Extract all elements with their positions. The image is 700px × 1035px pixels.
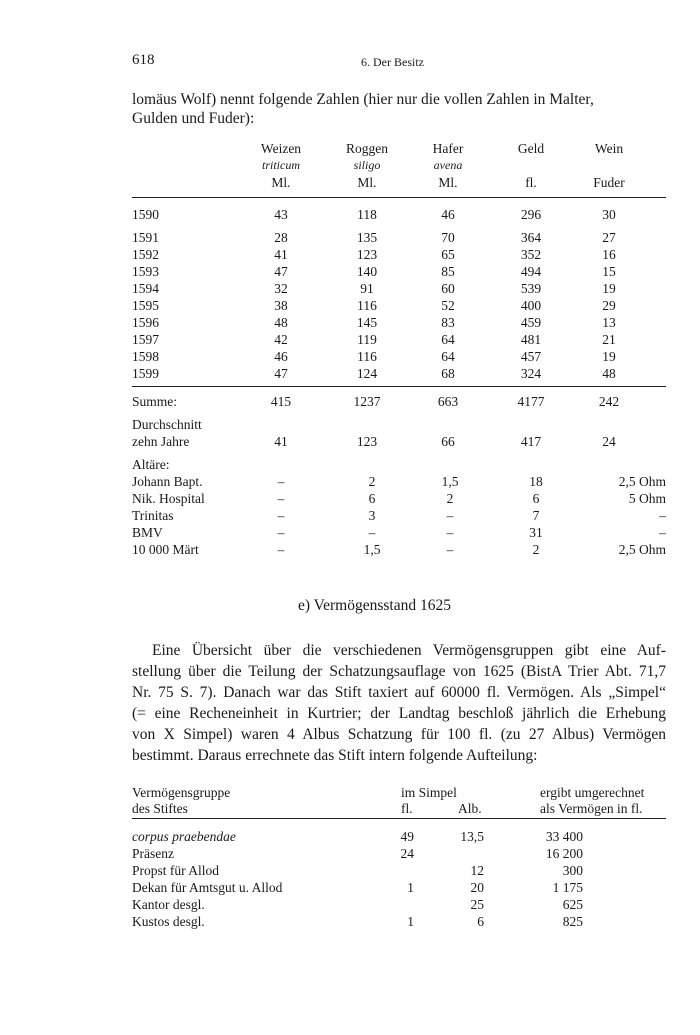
paragraph-line: Nr. 75 S. 7). Danach war das Stift taxiert auf 60000 fl. Vermögen. Als „Simpel“ [132,684,666,701]
table-cell: 481 [520,332,542,347]
table-cell: 68 [441,366,455,381]
altar-cell: 7 [532,508,540,523]
altar-cell: – [368,525,376,540]
altar-cell: 2 [446,491,454,506]
group-name: Propst für Allod [132,863,220,878]
column-unit: Fuder [593,175,625,190]
summe-cell: 242 [598,394,620,409]
running-title: 6. Der Besitz [361,55,424,69]
table-cell: 64 [441,349,455,364]
altar-name: Trinitas [132,508,174,523]
column-latin: avena [433,158,463,172]
table-cell: 364 [520,230,542,245]
table-cell: 539 [520,281,542,296]
altar-cell: 2 [532,542,540,557]
page-number: 618 [132,52,155,68]
table-cell: 13 [602,315,616,330]
durchschnitt-cell: 24 [602,434,616,449]
section-heading: e) Vermögensstand 1625 [298,597,451,614]
table-cell: 91 [360,281,374,296]
row-year: 1591 [132,230,159,245]
table-cell: 400 [520,298,542,313]
altar-cell: – [277,508,285,523]
altar-cell: 2,5 Ohm [618,474,666,489]
column-name: Weizen [260,141,302,156]
altar-cell: – [277,474,285,489]
paragraph-line: bestimmt. Daraus errechnete das Stift intern folgende Aufteilung: [132,747,538,764]
table-cell: 29 [602,298,616,313]
table-cell: 145 [356,315,378,330]
table-cell: 118 [357,207,377,222]
vermoegen-fl: 625 [562,897,583,912]
table-cell: 119 [357,332,377,347]
altar-cell: 3 [368,508,376,523]
table-cell: 27 [602,230,616,245]
simpel-alb: 6 [477,914,484,929]
altar-name: BMV [132,525,163,540]
table-cell: 52 [441,298,455,313]
table-cell: 38 [274,298,288,313]
table-cell: 48 [274,315,288,330]
col-header-result: ergibt umgerechnet [540,785,645,800]
durchschnitt-cell: 66 [441,434,455,449]
table-cell: 41 [274,247,288,262]
table-cell: 65 [441,247,455,262]
altar-cell: 1,5 [441,474,459,489]
summe-cell: 415 [270,394,292,409]
table-cell: 352 [520,247,542,262]
table-cell: 85 [441,264,455,279]
simpel-alb: 20 [470,880,484,895]
paragraph-line: von X Simpel) waren 4 Albus Schatzung für 100 fl. (zu 27 Albus) Vermögen [132,726,666,743]
table-cell: 60 [441,281,455,296]
column-latin: triticum [262,158,300,172]
altaere-label: Altäre: [132,457,170,472]
col-header-fl: fl. [401,801,413,816]
col-header-result-2: als Vermögen in fl. [540,801,643,816]
altar-cell: 18 [529,474,543,489]
summe-label: Summe: [132,394,178,409]
table-cell: 116 [357,298,377,313]
row-year: 1592 [132,247,159,262]
col-header-group: Vermögensgruppe [132,785,231,800]
altar-name: 10 000 Märt [132,542,199,557]
altar-cell: 1,5 [363,542,381,557]
row-year: 1597 [132,332,159,347]
column-name: Wein [594,141,624,156]
row-year: 1595 [132,298,159,313]
table-cell: 19 [602,349,616,364]
row-year: 1590 [132,207,159,222]
table-cell: 116 [357,349,377,364]
column-latin: siligo [353,158,381,172]
summe-cell: 1237 [353,394,381,409]
table-cell: 124 [356,366,378,381]
table-cell: 459 [520,315,542,330]
row-year: 1593 [132,264,159,279]
column-unit: Ml. [357,175,377,190]
vermoegen-fl: 16 200 [545,846,583,861]
table-cell: 296 [520,207,542,222]
altar-name: Johann Bapt. [132,474,203,489]
vermoegen-fl: 300 [562,863,583,878]
altar-cell: – [446,525,454,540]
durchschnitt-label: Durchschnitt [132,417,202,432]
column-unit: Ml. [438,175,458,190]
table2-header-rule [132,818,666,819]
col-header-group-2: des Stiftes [132,801,188,816]
table-cell: 324 [520,366,542,381]
table1-sum-rule [132,386,666,387]
table-cell: 19 [602,281,616,296]
altar-cell: 31 [529,525,543,540]
table-cell: 64 [441,332,455,347]
table-cell: 46 [441,207,455,222]
column-name: Roggen [346,141,388,156]
table-cell: 32 [274,281,288,296]
simpel-fl: 1 [407,880,414,895]
durchschnitt-cell: 123 [356,434,378,449]
group-name: Präsenz [132,846,174,861]
table-cell: 42 [274,332,288,347]
vermoegen-fl: 1 175 [552,880,583,895]
table-cell: 43 [274,207,288,222]
altar-cell: – [277,525,285,540]
simpel-fl: 49 [400,829,414,844]
intro-line-1: lomäus Wolf) nennt folgende Zahlen (hier nur die vollen Zahlen in Malter, [132,91,594,108]
altar-cell: – [446,542,454,557]
altar-cell: 5 Ohm [628,491,666,506]
vermoegen-fl: 825 [562,914,583,929]
col-header-simpel: im Simpel [401,785,457,800]
table1-header-rule [132,197,666,198]
intro-line-2: Gulden und Fuder): [132,110,255,127]
altar-cell: 2 [368,474,376,489]
row-year: 1599 [132,366,159,381]
altar-cell: – [659,525,666,540]
table-cell: 494 [520,264,542,279]
altar-cell: 6 [368,491,376,506]
table-cell: 135 [356,230,378,245]
summe-cell: 663 [437,394,459,409]
simpel-alb: 13,5 [460,829,484,844]
group-name: Kantor desgl. [132,897,205,912]
group-name: Kustos desgl. [132,914,205,929]
row-year: 1596 [132,315,159,330]
paragraph-line: stellung über die Teilung der Schatzungsauflage von 1625 (BistA Trier Abt. 71,7 [132,663,666,680]
altar-cell: – [277,491,285,506]
simpel-alb: 25 [470,897,484,912]
altar-cell: 2,5 Ohm [618,542,666,557]
altar-name: Nik. Hospital [132,491,205,506]
row-year: 1598 [132,349,159,364]
col-header-alb: Alb. [458,801,482,816]
table-cell: 123 [356,247,378,262]
column-name: Hafer [432,141,464,156]
table-cell: 21 [602,332,616,347]
vermoegen-fl: 33 400 [545,829,583,844]
durchschnitt-label-2: zehn Jahre [132,434,190,449]
altar-cell: – [659,508,666,523]
table-cell: 47 [274,264,288,279]
table-cell: 47 [274,366,288,381]
altar-cell: 6 [532,491,540,506]
column-unit: Ml. [271,175,291,190]
table-cell: 83 [441,315,455,330]
simpel-fl: 24 [400,846,414,861]
altar-cell: – [277,542,285,557]
altar-cell: – [446,508,454,523]
table-cell: 70 [441,230,455,245]
table-cell: 140 [356,264,378,279]
durchschnitt-cell: 41 [274,434,288,449]
table-cell: 30 [602,207,616,222]
column-unit: fl. [525,175,537,190]
table-cell: 15 [602,264,616,279]
table-cell: 48 [602,366,616,381]
group-name: corpus praebendae [132,829,236,844]
table-cell: 28 [274,230,288,245]
simpel-alb: 12 [470,863,484,878]
simpel-fl: 1 [407,914,414,929]
table-cell: 46 [274,349,288,364]
summe-cell: 4177 [517,394,545,409]
column-name: Geld [517,141,545,156]
table-cell: 16 [602,247,616,262]
row-year: 1594 [132,281,159,296]
paragraph-line: (= eine Recheneinheit in Kurtrier; der Landtag beschloß jährlich die Erhebung [132,705,666,722]
durchschnitt-cell: 417 [520,434,542,449]
table-cell: 457 [520,349,542,364]
paragraph-line: Eine Übersicht über die verschiedenen Vermögensgruppen gibt eine Auf- [152,642,666,659]
group-name: Dekan für Amtsgut u. Allod [132,880,283,895]
